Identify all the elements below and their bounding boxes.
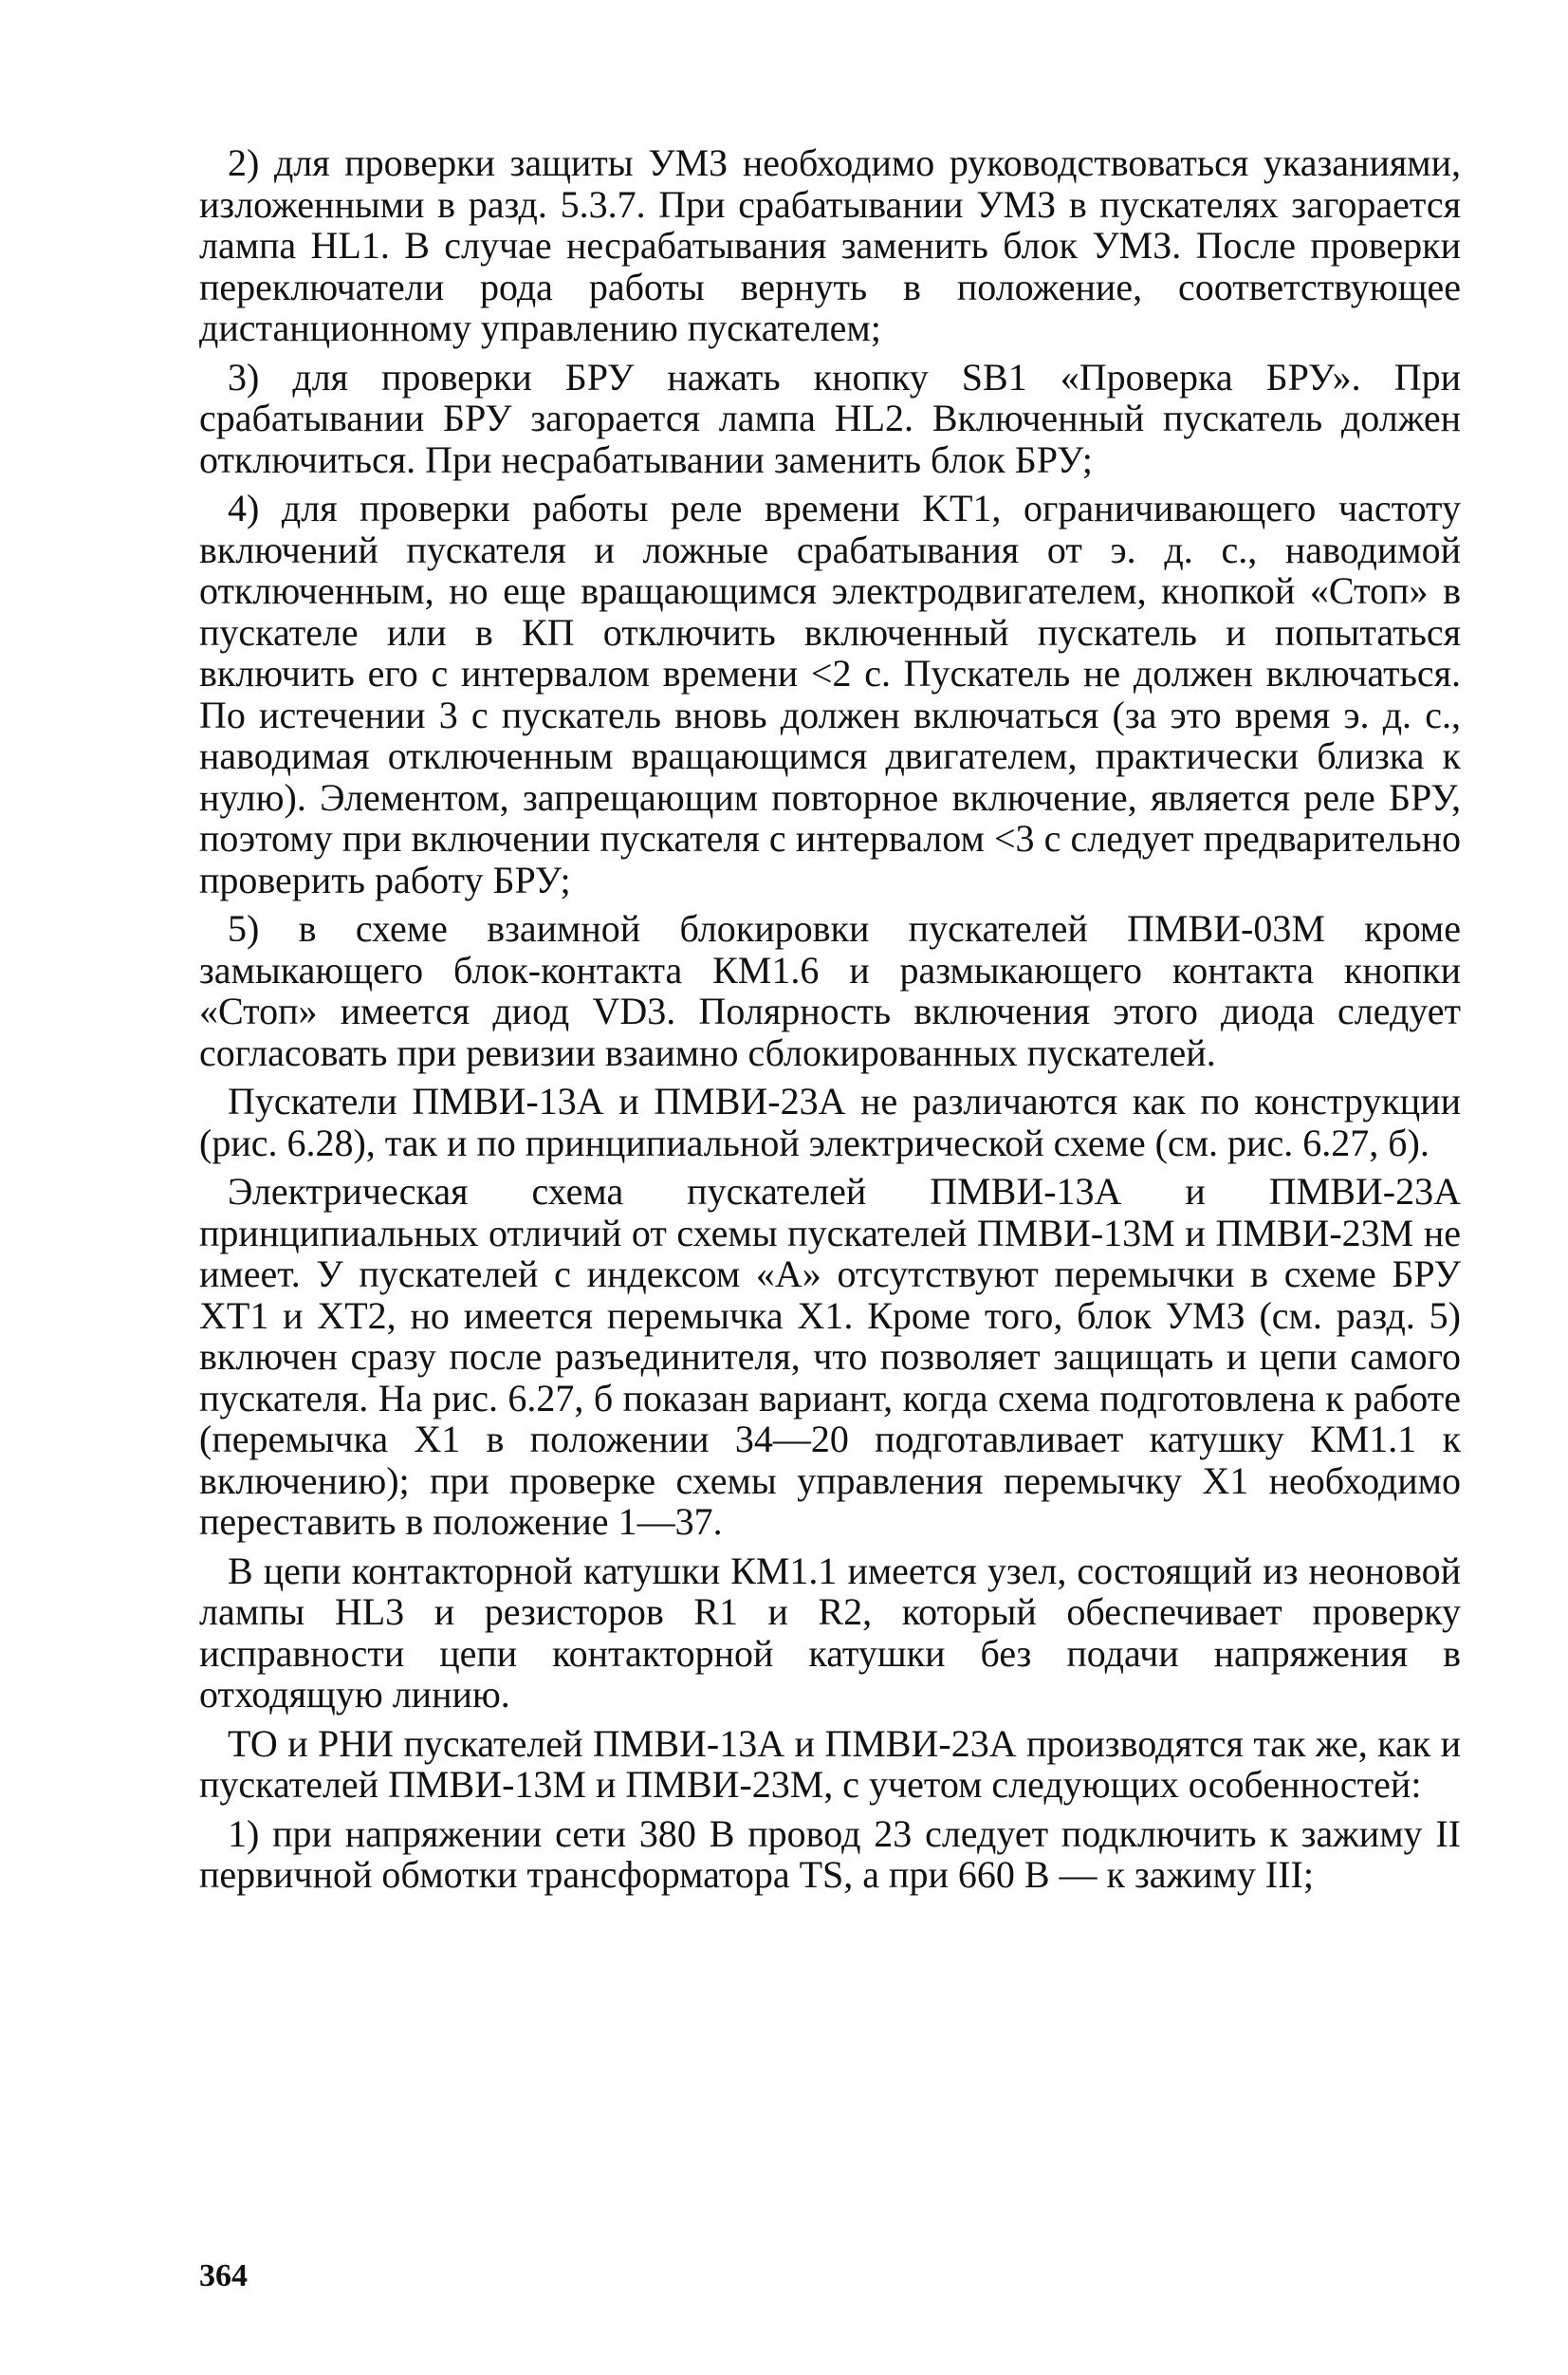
page-body: [199, 142, 1461, 1903]
page-number: 364: [199, 2258, 248, 2293]
paragraph-9: 1) при напряжении сети 380 В провод 23 следует подключить к зажиму II первичной обмотки трансформатора TS, а при 660 В — к зажиму III;: [199, 1811, 1461, 1896]
paragraph-3: 4) для проверки работы реле времени KT1, ограничивающего частоту включений пускателя и ложные срабатывания от э. д. с., наводимой отключенным, но еще вращающимся электродвигателем, кнопкой «Стоп» в пускателе или в КП отключить включенный пускатель и попытаться включить его с интервалом времени <2 с. Пускатель не должен включаться. По истечении 3 с пускатель вновь должен включаться (за это время э. д. с., наводимая отключенным вращающимся двигателем, практически близка к нулю). Элементом, запрещающим повторное включение, является реле БРУ, поэтому при включении пускателя с интервалом <3 с следует предварительно проверить работу БРУ;: [199, 487, 1461, 901]
paragraph-4: 5) в схеме взаимной блокировки пускателей ПМВИ-03М кроме замыкающего блок-контакта КМ1.6 и размыкающего контакта кнопки «Стоп» имеется диод VD3. Полярность включения этого диода следует согласовать при ревизии взаимно сблокированных пускателей.: [199, 907, 1461, 1074]
paragraph-2: 3) для проверки БРУ нажать кнопку SB1 «Проверка БРУ». При срабатывании БРУ загорается лампа HL2. Включенный пускатель должен отключиться. При несрабатывании заменить блок БРУ;: [199, 355, 1461, 481]
paragraph-6: Электрическая схема пускателей ПМВИ-13А и ПМВИ-23А принципиальных отличий от схемы пускателей ПМВИ-13М и ПМВИ-23М не имеет. У пускателей с индексом «А» отсутствуют перемычки в схеме БРУ XT1 и XT2, но имеется перемычка X1. Кроме того, блок УМЗ (см. разд. 5) включен сразу после разъединителя, что позволяет защищать и цепи самого пускателя. На рис. 6.27, б показан вариант, когда схема подготовлена к работе (перемычка X1 в положении 34—20 подготавливает катушку КМ1.1 к включению); при проверке схемы управления перемычку X1 необходимо переставить в положение 1—37.: [199, 1170, 1461, 1543]
paragraph-5: Пускатели ПМВИ-13А и ПМВИ-23А не различаются как по конструкции (рис. 6.28), так и по принципиальной электрической схеме (см. рис. 6.27, б).: [199, 1080, 1461, 1164]
paragraph-1: 2) для проверки защиты УМЗ необходимо руководствоваться указаниями, изложенными в разд. 5.3.7. При срабатывании УМЗ в пускателях загорается лампа HL1. В случае несрабатывания заменить блок УМЗ. После проверки переключатели рода работы вернуть в положение, соответствующее дистанционному управлению пускателем;: [199, 141, 1461, 349]
paragraph-8: ТО и РНИ пускателей ПМВИ-13А и ПМВИ-23А производятся так же, как и пускателей ПМВИ-13М и ПМВИ-23М, с учетом следующих особенностей:: [199, 1721, 1461, 1806]
paragraph-7: В цепи контакторной катушки КМ1.1 имеется узел, состоящий из неоновой лампы HL3 и резисторов R1 и R2, который обеспечивает проверку исправности цепи контакторной катушки без подачи напряжения в отходящую линию.: [199, 1549, 1461, 1716]
